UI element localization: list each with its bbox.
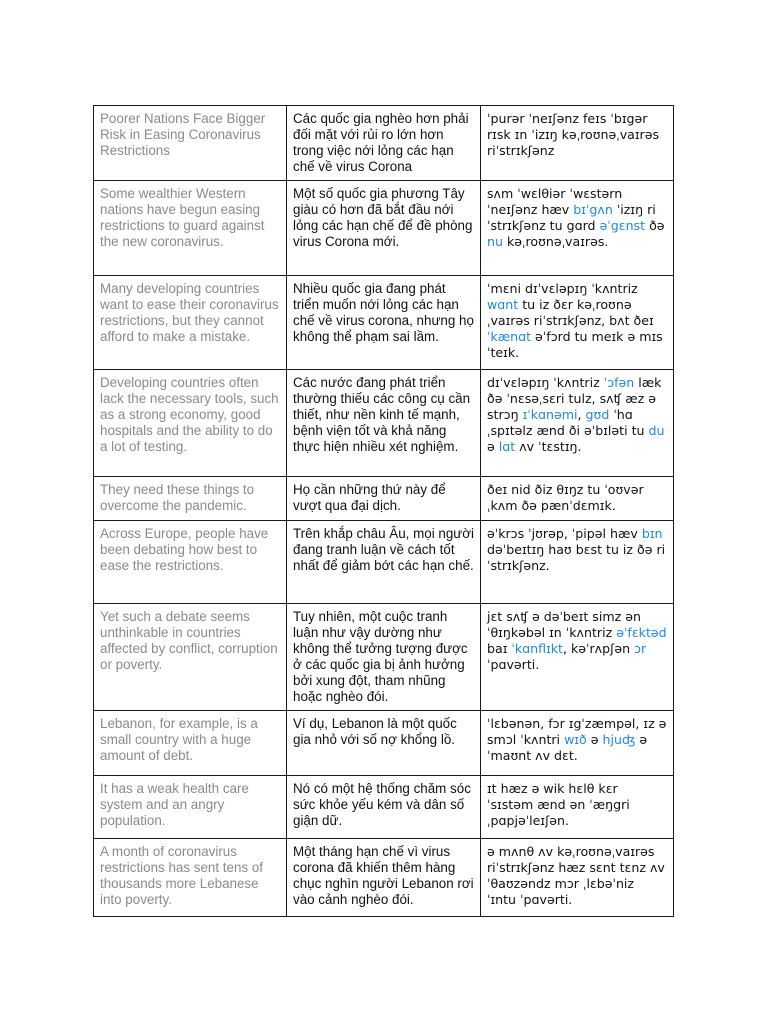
vietnamese-translation-cell: Ví dụ, Lebanon là một quốc gia nhỏ với số nợ khổng lồ. [287,711,481,776]
vietnamese-translation-cell: Nhiều quốc gia đang phát triển muốn nới lỏng các hạn chế về virus corona, nhưng họ không thể phạm sai lầm. [287,276,481,370]
ipa-highlighted-word: wɪð [564,732,587,747]
ipa-highlighted-word: wɑnt [487,297,519,312]
ipa-transcription-cell [481,181,674,276]
vietnamese-translation-cell: Nó có một hệ thống chăm sóc sức khỏe yếu kém và dân số giận dữ. [287,776,481,839]
ipa-text-segment: ˈizɪŋ riˈstrɪkʃənz tu gɑrd [487,202,656,233]
ipa-text-segment: jɛt sʌʧ ə dəˈbeɪt simz ənˈθɪŋkəbəl ɪn ˈkʌntriz [487,609,641,640]
translation-table-body [94,106,674,917]
ipa-highlighted-word: ˈɔfən [603,375,635,390]
ipa-highlighted-word: ˈkænɑt [487,329,532,344]
ipa-highlighted-word: əˈgɛnst [599,218,646,233]
ipa-highlighted-word: bɪn [641,526,663,541]
ipa-transcription-cell [481,776,674,839]
table-row [94,776,674,839]
vietnamese-translation-cell: Trên khắp châu Âu, mọi người đang tranh luận về cách tốt nhất để giảm bớt các hạn chế. [287,521,481,604]
ipa-text-segment: əˈkrɔs ˈjʊrəp, ˈpipəl hæv [487,526,642,541]
ipa-highlighted-word: du [648,423,665,438]
table-row [94,477,674,521]
english-sentence-cell: Poorer Nations Face Bigger Risk in Easing Coronavirus Restrictions [94,106,287,181]
ipa-text-segment: ˈpɑvərti. [487,657,540,672]
ipa-highlighted-word: ɪˈkɑnəmi [522,407,578,422]
table-row [94,106,674,181]
ipa-text-segment: ʌv ˈtɛstɪŋ. [515,439,582,454]
ipa-text-segment: dɪˈvɛləpɪŋ ˈkʌntriz [487,375,604,390]
table-row [94,839,674,917]
table-row [94,370,674,477]
ipa-text-segment: læk ðə ˈnɛsəˌsɛri tulz, sʌʧ æz ə strɔŋ [487,375,662,422]
ipa-text-segment: sʌm ˈwɛlθiər ˈwɛstərn ˈneɪʃənz hæv [487,186,623,217]
english-sentence-cell: Developing countries often lack the necessary tools, such as a strong economy, good hospitals and the ability to do a lot of testing. [94,370,287,477]
ipa-text-segment: ˈpurər ˈneɪʃənz feɪs ˈbɪgər rɪsk ɪn ˈizɪŋ kəˌroʊnəˌvaɪrəs riˈstrɪkʃənz [487,111,660,158]
vietnamese-translation-cell: Một tháng hạn chế vì virus corona đã khiến thêm hàng chục nghìn người Lebanon rơi vào cảnh nghèo đói. [287,839,481,917]
ipa-text-segment: dəˈbeɪtɪŋ haʊ bɛst tu iz ðə riˈstrɪkʃənz. [487,542,666,573]
vietnamese-translation-cell: Các quốc gia nghèo hơn phải đối mặt với rủi ro lớn hơn trong việc nới lỏng các hạn chế về virus Corona [287,106,481,181]
ipa-highlighted-word: nu [487,234,503,249]
english-sentence-cell: Lebanon, for example, is a small country with a huge amount of debt. [94,711,287,776]
ipa-transcription-cell [481,711,674,776]
english-sentence-cell: They need these things to overcome the pandemic. [94,477,287,521]
ipa-text-segment: ə [586,732,603,747]
ipa-transcription-cell [481,604,674,711]
table-row [94,521,674,604]
ipa-text-segment: ðeɪ nid ðiz θɪŋz tu ˈoʊvərˌkʌm ðə pænˈdɛmɪk. [487,482,644,513]
english-sentence-cell: Many developing countries want to ease their coronavirus restrictions, but they cannot afford to make a mistake. [94,276,287,370]
ipa-text-segment: ðə [645,218,665,233]
vietnamese-translation-cell: Một số quốc gia phương Tây giàu có hơn đã bắt đầu nới lỏng các hạn chế để đề phòng virus Corona mới. [287,181,481,276]
ipa-highlighted-word: əˈfɛktəd [616,625,667,640]
ipa-text-segment: , [577,407,586,422]
ipa-text-segment: ə mʌnθ ʌv kəˌroʊnəˌvaɪrəs riˈstrɪkʃənz hæz sɛnt tɛnz ʌv ˈθaʊzəndz mɔr ˌlɛbəˈniz ˈɪntu ˈpɑvərti. [487,844,665,907]
english-sentence-cell: A month of coronavirus restrictions has sent tens of thousands more Lebanese into poverty. [94,839,287,917]
table-row [94,181,674,276]
ipa-text-segment: ˈmɛni dɪˈvɛləpɪŋ ˈkʌntriz [487,281,638,296]
ipa-highlighted-word: bɪˈgʌn [573,202,613,217]
ipa-text-segment: ˈhɑˌspɪtəlz ænd ði əˈbɪləti tu [487,407,649,438]
ipa-text-segment: baɪ [487,641,512,656]
ipa-transcription-cell [481,276,674,370]
ipa-text-segment: əˈfɔrd tu meɪk ə mɪsˈteɪk. [487,329,663,360]
ipa-text-segment: əˈmaʊnt ʌv dɛt. [487,732,648,763]
vietnamese-translation-cell: Tuy nhiên, một cuộc tranh luận như vậy dường như không thể tưởng tượng được ở các quốc gia bị ảnh hưởng bởi xung đột, tham nhũng hoặc nghèo đói. [287,604,481,711]
table-row [94,276,674,370]
translation-table [93,105,674,917]
ipa-transcription-cell [481,477,674,521]
ipa-transcription-cell [481,839,674,917]
vietnamese-translation-cell: Họ cần những thứ này để vượt qua đại dịch. [287,477,481,521]
ipa-text-segment: kəˌroʊnəˌvaɪrəs. [502,234,609,249]
ipa-transcription-cell [481,370,674,477]
english-sentence-cell: Yet such a debate seems unthinkable in countries affected by conflict, corruption or poverty. [94,604,287,711]
ipa-highlighted-word: ˈkɑnflɪkt [511,641,563,656]
english-sentence-cell: It has a weak health care system and an angry population. [94,776,287,839]
table-row [94,711,674,776]
ipa-text-segment: tu iz ðɛr kəˌroʊnəˌvaɪrəs riˈstrɪkʃənz, bʌt ðeɪ [487,297,654,328]
ipa-text-segment: ˈlɛbənən, fɔr ɪgˈzæmpəl, ɪz ə smɔl ˈkʌntri [487,716,667,747]
ipa-text-segment: ɪt hæz ə wik hɛlθ kɛr ˈsɪstəm ænd ən ˈæŋgri ˌpɑpjəˈleɪʃən. [487,781,630,828]
ipa-transcription-cell [481,521,674,604]
english-sentence-cell: Some wealthier Western nations have begun easing restrictions to guard against the new coronavirus. [94,181,287,276]
table-row [94,604,674,711]
ipa-highlighted-word: hjuʤ [602,732,636,747]
english-sentence-cell: Across Europe, people have been debating how best to ease the restrictions. [94,521,287,604]
ipa-highlighted-word: lɑt [498,439,516,454]
ipa-text-segment: , kəˈrʌpʃən [562,641,635,656]
ipa-highlighted-word: gʊd [585,407,610,422]
ipa-text-segment: ə [487,439,499,454]
vietnamese-translation-cell: Các nước đang phát triển thường thiếu các công cụ cần thiết, như nền kinh tế mạnh, bệnh viện tốt và khả năng thực hiện nhiều xét nghiệm. [287,370,481,477]
ipa-highlighted-word: ɔr [634,641,647,656]
document-page [93,105,673,917]
ipa-transcription-cell [481,106,674,181]
